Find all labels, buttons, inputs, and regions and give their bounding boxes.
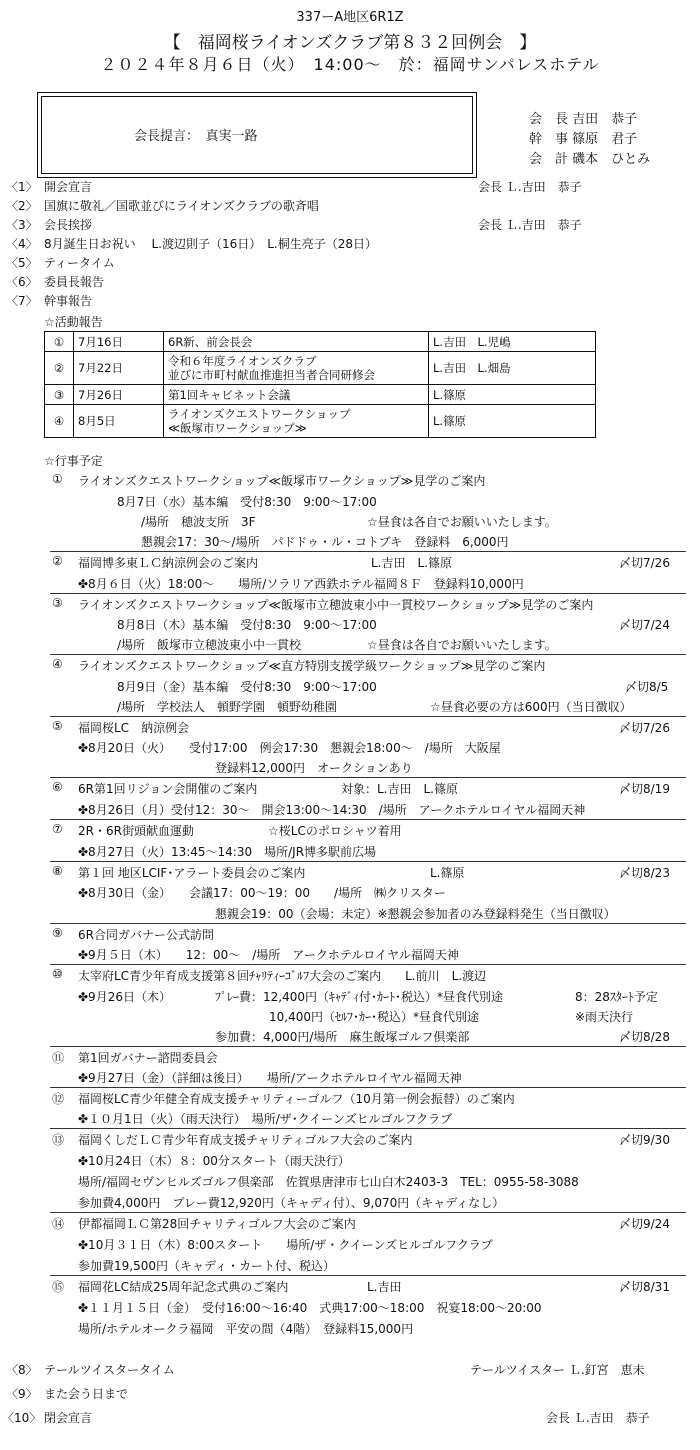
program-item: 閉会宣言 xyxy=(44,1411,93,1425)
program-right: テールツイスター Ｌ.釘宮 恵未 xyxy=(470,1363,645,1377)
schedule-line: ライオンズクエストワークショップ≪直方特別支援学級ワークショップ≫見学のご案内 xyxy=(78,659,546,673)
program-item: また会う日まで xyxy=(44,1387,129,1401)
activity-num: ① xyxy=(45,332,74,352)
schedule-line: ☆昼食は各自でお願いいたします。 xyxy=(367,515,557,529)
program-num: 〈4〉 xyxy=(6,237,38,251)
activity-event xyxy=(164,332,429,352)
program-item: 開会宣言 xyxy=(44,180,93,194)
officer-treasurer: 会 計 磯本 ひとみ xyxy=(529,152,651,167)
activity-attendees: L.篠原 xyxy=(429,405,596,438)
activity-num: ② xyxy=(45,352,74,385)
schedule-line: 8：28ｽﾀｰﾄ予定 xyxy=(575,990,658,1004)
divider xyxy=(50,654,686,655)
schedule-line: 〆切7/24 xyxy=(619,618,670,632)
schedule-line: 福岡桜LC青少年健全育成支援チャリティーゴルフ（10月第一例会振替）のご案内 xyxy=(78,1092,515,1106)
program-item: 国旗に敬礼／国歌並びにライオンズクラブの歌斉唱 xyxy=(44,199,319,213)
program-num: 〈7〉 xyxy=(6,294,38,308)
schedule-line: 〆切9/30 xyxy=(619,1133,670,1147)
activity-event-line: ライオンズクエストワークショップ xyxy=(168,407,351,421)
schedule-line: /場所 学校法人 頓野学園 頓野幼稚園 xyxy=(117,700,338,714)
schedule-line: 場所/ホテルオークラ福岡 平安の間（4階） 登録料15,000円 xyxy=(78,1322,414,1336)
schedule-line: 福岡桜LC 納涼例会 xyxy=(78,721,190,735)
program-num: 〈6〉 xyxy=(6,275,38,289)
schedule-line: 〆切9/24 xyxy=(619,1217,670,1231)
activity-table xyxy=(44,331,596,438)
program-right: 会長 Ｌ.吉田 恭子 xyxy=(546,1411,650,1425)
schedule-line: 登録料12,000円 オークションあり xyxy=(215,761,413,775)
activity-event-line: 第1回キャビネット会議 xyxy=(168,387,291,402)
activity-heading: ☆活動報告 xyxy=(44,315,103,329)
divider xyxy=(50,819,686,820)
schedule-line: ✤9月26日（木） xyxy=(78,990,171,1004)
schedule-line: L.篠原 xyxy=(430,866,465,880)
schedule-line: 対象：L.吉田 L.篠原 xyxy=(341,782,459,796)
schedule-line: ✤１１月１５日（金） 受付16:00～16:40 式典17:00～18:00 祝宴18:00～20:00 xyxy=(78,1301,542,1315)
program-num: 〈5〉 xyxy=(6,256,38,270)
schedule-line: 〆切8/28 xyxy=(619,1030,670,1044)
divider xyxy=(50,1128,686,1129)
divider xyxy=(50,1275,686,1276)
schedule-num: ⑬ xyxy=(52,1133,65,1147)
table-row xyxy=(45,352,596,385)
table-row xyxy=(45,332,596,352)
schedule-line: ✤１０月1日（火）（雨天決行） 場所/ザ･クイーンズヒルゴルフクラブ xyxy=(78,1112,453,1126)
schedule-line: ﾌﾟﾚｰ費：12,400円（ｷｬﾃﾞｨ付･ｶｰﾄ･税込）*昼食代別途 xyxy=(215,990,503,1004)
divider xyxy=(50,1046,686,1047)
schedule-line: ✤10月24日（木）８：00分スタート（雨天決行） xyxy=(78,1154,350,1168)
activity-event xyxy=(164,385,429,405)
schedule-line: ☆桜LCのポロシャツ着用 xyxy=(268,824,402,838)
schedule-line: ✤8月26日（月）受付12：30～ 開会13:00～14:30 /場所 アークホテルロイヤル福岡天神 xyxy=(78,803,586,817)
schedule-line: 10,400円（ｾﾙﾌ･ｶｰ･税込）*昼食代別途 xyxy=(269,1010,479,1024)
divider xyxy=(50,716,686,717)
schedule-num: ⑪ xyxy=(52,1051,65,1065)
schedule-line: ライオンズクエストワークショップ≪飯塚市立穂波東小中一貫校ワークショップ≫見学のご案内 xyxy=(78,598,594,612)
program-item: 会長挨拶 xyxy=(44,218,93,232)
schedule-line: 6R第1回リジョン会開催のご案内 xyxy=(78,782,258,796)
divider xyxy=(50,923,686,924)
schedule-line: 〆切8/5 xyxy=(625,680,669,694)
table-row xyxy=(45,405,596,438)
schedule-num: ⑥ xyxy=(52,780,63,794)
program-num: 〈2〉 xyxy=(6,199,38,213)
program-right: 会長 Ｌ.吉田 恭子 xyxy=(478,218,582,232)
program-item: 幹事報告 xyxy=(44,294,93,308)
activity-date: 7月22日 xyxy=(74,352,164,385)
district-code: 337ーA地区6R1Z xyxy=(296,10,404,25)
divider xyxy=(50,861,686,862)
schedule-line: 〆切8/19 xyxy=(619,782,670,796)
schedule-line: 2R・6R街頭献血運動 xyxy=(78,824,194,838)
schedule-line: ✤10月３１日（木）8:00スタート 場所/ザ・クイーンズヒルゴルフクラブ xyxy=(78,1238,493,1252)
schedule-line: 福岡くしだＬＣ青少年育成支援チャリティゴルフ大会のご案内 xyxy=(78,1133,413,1147)
schedule-line: 〆切8/23 xyxy=(619,866,670,880)
schedule-line: 福岡花LC結成25周年記念式典のご案内 xyxy=(78,1280,289,1294)
divider xyxy=(50,593,686,594)
program-num: 〈1〉 xyxy=(6,180,38,194)
schedule-line: 参加費：4,000円/場所 麻生飯塚ゴルフ倶楽部 xyxy=(215,1030,470,1044)
schedule-heading: ☆行事予定 xyxy=(44,454,103,468)
activity-event-line: ≪飯塚市ワークショップ≫ xyxy=(168,421,307,435)
schedule-line: ✤8月６日（火）18:00～ 場所/ソラリア西鉄ホテル福岡８Ｆ 登録料10,000円 xyxy=(78,577,524,591)
schedule-line: ※雨天決行 xyxy=(575,1010,634,1024)
schedule-line: ✤8月20日（火） 受付17:00 例会17:30 懇親会18:00～ /場所 大阪屋 xyxy=(78,741,501,755)
schedule-line: 〆切8/31 xyxy=(619,1280,670,1294)
schedule-line: 〆切7/26 xyxy=(619,721,670,735)
program-num: 〈8〉 xyxy=(6,1363,38,1377)
schedule-line: 8月8日（木）基本編 受付8:30 9:00～17:00 xyxy=(117,618,377,632)
activity-attendees: L.吉田 L.児嶋 xyxy=(429,332,596,352)
activity-event-line: 並びに市町村献血推進担当者合同研修会 xyxy=(168,368,375,382)
schedule-line: L.吉田 xyxy=(367,1280,402,1294)
activity-event-line: 6R新、前会長会 xyxy=(168,334,253,349)
schedule-line: /場所 飯塚市立穂波東小中一貫校 xyxy=(117,638,302,652)
schedule-line: /場所 穂波支所 3F xyxy=(141,515,256,529)
divider xyxy=(50,551,686,552)
program-item: 8月誕生日お祝い L.渡辺則子（16日） L.桐生亮子（28日） xyxy=(44,237,377,251)
divider xyxy=(50,1212,686,1213)
activity-date: 7月26日 xyxy=(74,385,164,405)
schedule-num: ⑫ xyxy=(52,1092,65,1106)
schedule-line: 場所/福岡セヴンヒルズゴルフ倶楽部 佐賀県唐津市七山白木2403-3 TEL：0955-58-3088 xyxy=(78,1175,579,1189)
schedule-num: ⑦ xyxy=(52,822,63,836)
activity-date: 7月16日 xyxy=(74,332,164,352)
schedule-line: ✤9月27日（金）（詳細は後日） 場所/アークホテルロイヤル福岡天神 xyxy=(78,1071,462,1085)
activity-num: ③ xyxy=(45,385,74,405)
schedule-num: ④ xyxy=(52,657,63,671)
schedule-line: 第１回 地区LCIF･アラート委員会のご案内 xyxy=(78,866,306,880)
schedule-num: ② xyxy=(52,554,63,568)
program-right: 会長 Ｌ.吉田 恭子 xyxy=(478,180,582,194)
schedule-line: 第1回ガバナー諮問委員会 xyxy=(78,1051,218,1065)
schedule-line: 8月9日（金）基本編 受付8:30 9:00～17:00 xyxy=(117,680,377,694)
activity-date: 8月5日 xyxy=(74,405,164,438)
activity-attendees: L.篠原 xyxy=(429,385,596,405)
program-num: 〈3〉 xyxy=(6,218,38,232)
motto-box xyxy=(37,92,477,178)
schedule-line: 〆切7/26 xyxy=(619,556,670,570)
activity-event xyxy=(164,405,429,438)
schedule-line: ライオンズクエストワークショップ≪飯塚市ワークショップ≫見学のご案内 xyxy=(78,474,486,488)
schedule-line: 太宰府LC青少年育成支援第８回ﾁｬﾘﾃｨｰｺﾞﾙﾌ大会のご案内 L.前川 L.渡辺 xyxy=(78,969,487,983)
schedule-line: ☆昼食必要の方は600円（当日徴収） xyxy=(430,700,632,714)
schedule-line: 参加費4,000円 プレー費12,920円（キャディ付）、9,070円（キャディなし） xyxy=(78,1196,505,1210)
schedule-line: 参加費19,500円（キャディ・カート付、税込） xyxy=(78,1259,336,1273)
schedule-line: 福岡博多東ＬＣ納涼例会のご案内 xyxy=(78,556,259,570)
schedule-line: 懇親会17：30～/場所 パドドゥ・ル・コトブキ 登録料 6,000円 xyxy=(141,535,509,549)
schedule-num: ⑤ xyxy=(52,719,63,733)
schedule-num: ⑮ xyxy=(52,1280,65,1294)
schedule-num: ⑭ xyxy=(52,1217,65,1231)
program-num: 〈10〉 xyxy=(2,1411,42,1425)
meeting-title: 【 福岡桜ライオンズクラブ第８３２回例会 】 xyxy=(163,33,537,53)
officer-secretary: 幹 事 篠原 君子 xyxy=(529,132,638,147)
schedule-line: ✤8月30日（金） 会議17：00～19：00 /場所 ㈱クリスター xyxy=(78,886,446,900)
schedule-line: ✤9月５日（木） 12：00～ /場所 アークホテルロイヤル福岡天神 xyxy=(78,948,459,962)
schedule-num: ① xyxy=(52,472,63,486)
meeting-datetime: ２０２４年８月６日（火） 14:00～ 於：福岡サンパレスホテル xyxy=(100,55,600,74)
program-num: 〈9〉 xyxy=(6,1387,38,1401)
officer-president: 会 長 吉田 恭子 xyxy=(529,112,638,127)
schedule-num: ③ xyxy=(52,596,63,610)
activity-attendees: L.吉田 L.畑島 xyxy=(429,352,596,385)
schedule-line: ✤8月27日（火）13:45～14:30 場所/JR博多駅前広場 xyxy=(78,845,377,859)
divider xyxy=(50,1087,686,1088)
schedule-line: 8月7日（水）基本編 受付8:30 9:00～17:00 xyxy=(117,495,377,509)
schedule-line: 6R合同ガバナー公式訪問 xyxy=(78,928,214,942)
table-row xyxy=(45,385,596,405)
program-item: ティータイム xyxy=(44,256,115,270)
schedule-line: L.吉田 L.篠原 xyxy=(371,556,453,570)
activity-event xyxy=(164,352,429,385)
schedule-line: 懇親会19：00（会場：未定）※懇親会参加者のみ登録料発生（当日徴収） xyxy=(215,907,616,921)
divider xyxy=(50,777,686,778)
schedule-num: ⑧ xyxy=(52,864,63,878)
program-item: テールツイスタータイム xyxy=(44,1363,175,1377)
motto-text: 会長提言： 真実一路 xyxy=(134,129,258,144)
schedule-line: ☆昼食は各自でお願いいたします。 xyxy=(367,638,557,652)
schedule-num: ⑩ xyxy=(52,967,63,981)
program-item: 委員長報告 xyxy=(44,275,105,289)
schedule-num: ⑨ xyxy=(52,926,63,940)
divider xyxy=(50,964,686,965)
schedule-line: 伊都福岡ＬＣ第28回チャリティゴルフ大会のご案内 xyxy=(78,1217,356,1231)
activity-num: ④ xyxy=(45,405,74,438)
activity-event-line: 令和６年度ライオンズクラブ xyxy=(168,354,317,368)
